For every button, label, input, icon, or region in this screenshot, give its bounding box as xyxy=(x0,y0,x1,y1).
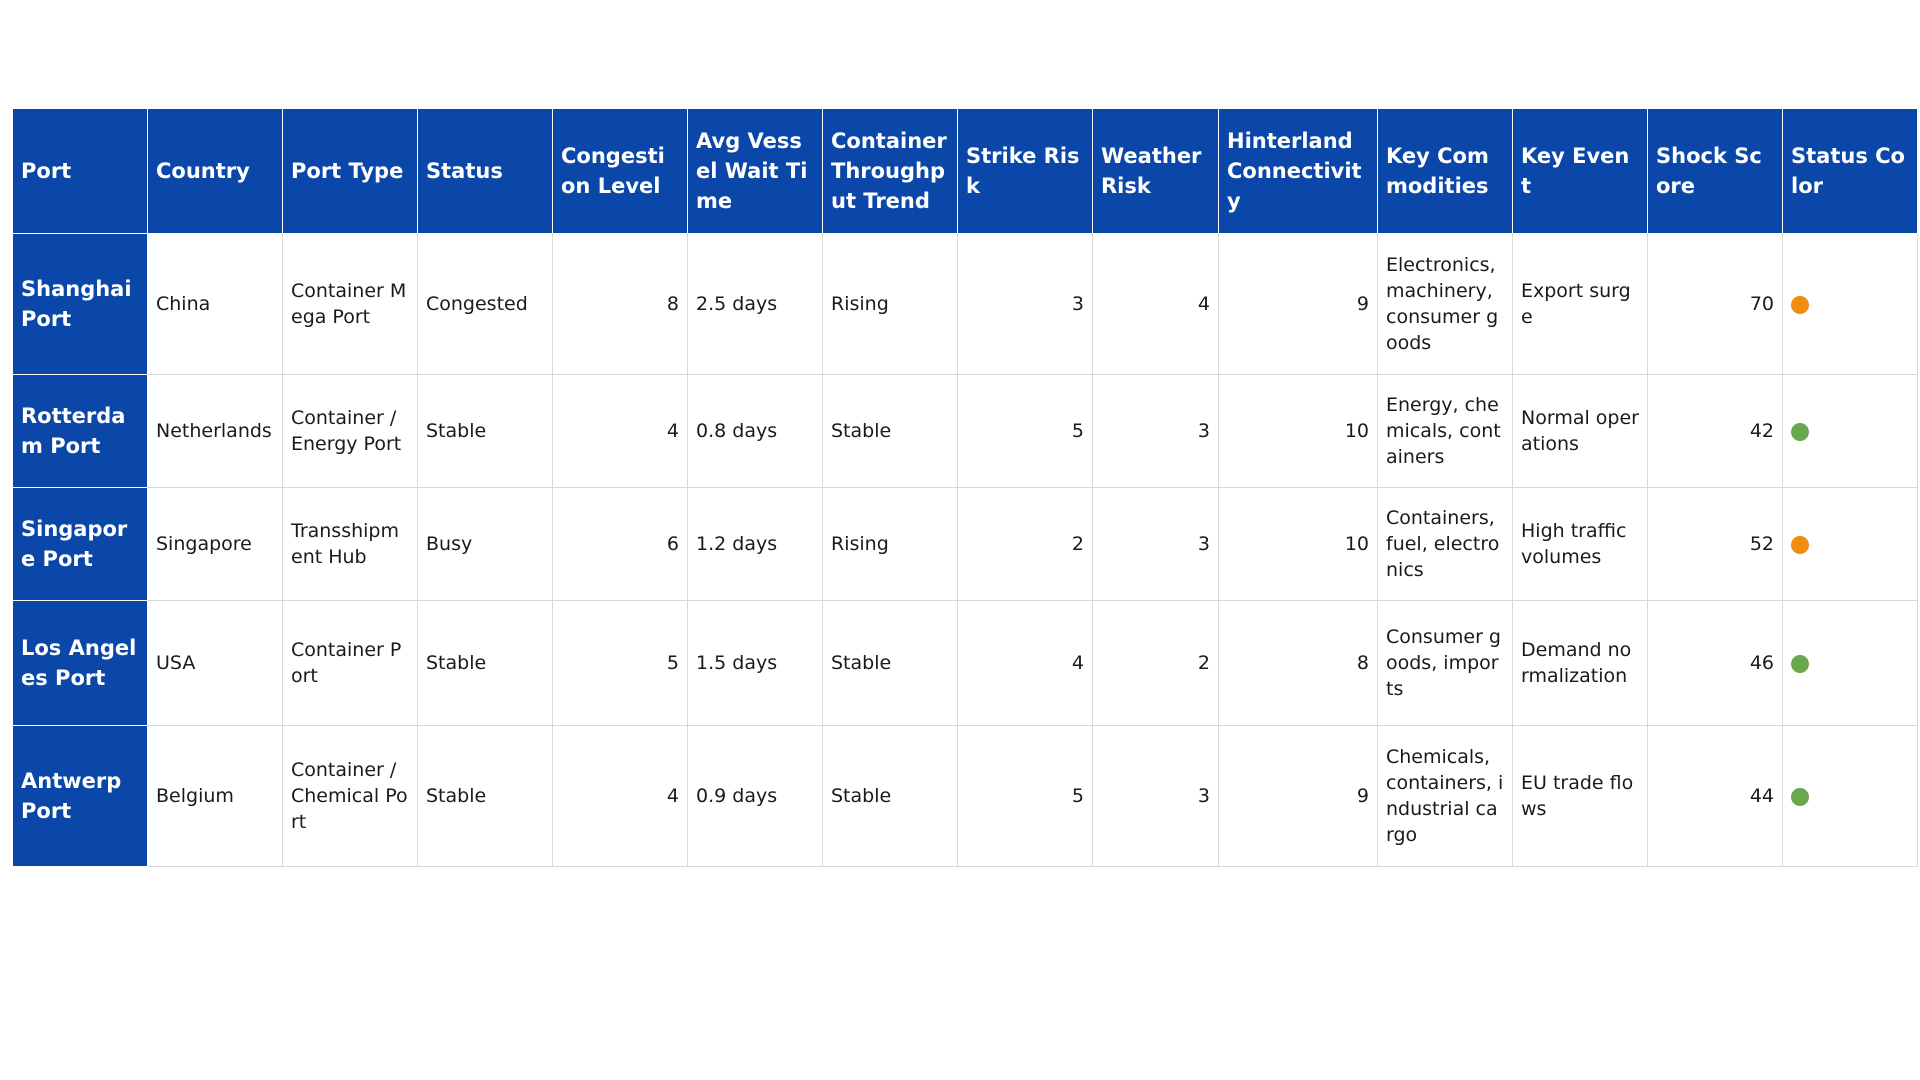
weather-risk-cell: 2 xyxy=(1093,601,1219,726)
header-status-color: Status Color xyxy=(1783,109,1918,234)
hinterland-cell: 8 xyxy=(1219,601,1378,726)
commodities-cell: Electronics, machinery, consumer goods xyxy=(1378,234,1513,375)
port-name-cell: Singapore Port xyxy=(13,488,148,601)
port-status-table xyxy=(12,108,1918,867)
commodities-cell: Containers, fuel, electronics xyxy=(1378,488,1513,601)
port-name-cell: Rotterdam Port xyxy=(13,375,148,488)
throughput-trend-cell: Stable xyxy=(823,601,958,726)
congestion-level-cell: 8 xyxy=(553,234,688,375)
header-hinterland-connectivity: Hinterland Connectivity xyxy=(1219,109,1378,234)
header-key-event: Key Event xyxy=(1513,109,1648,234)
table-row xyxy=(13,234,1918,375)
hinterland-cell: 9 xyxy=(1219,234,1378,375)
strike-risk-cell: 4 xyxy=(958,601,1093,726)
status-cell: Stable xyxy=(418,375,553,488)
country-cell: Netherlands xyxy=(148,375,283,488)
header-port: Port xyxy=(13,109,148,234)
avg-wait-cell: 0.8 days xyxy=(688,375,823,488)
header-status: Status xyxy=(418,109,553,234)
port-type-cell: Container / Chemical Port xyxy=(283,726,418,867)
key-event-cell: Export surge xyxy=(1513,234,1648,375)
table-row xyxy=(13,601,1918,726)
avg-wait-cell: 1.2 days xyxy=(688,488,823,601)
status-color-cell xyxy=(1783,726,1918,867)
header-avg-vessel-wait-time: Avg Vessel Wait Time xyxy=(688,109,823,234)
port-type-cell: Container Port xyxy=(283,601,418,726)
port-type-cell: Container / Energy Port xyxy=(283,375,418,488)
status-color-cell xyxy=(1783,601,1918,726)
throughput-trend-cell: Rising xyxy=(823,234,958,375)
status-dot-icon xyxy=(1791,536,1809,554)
key-event-cell: Demand normalization xyxy=(1513,601,1648,726)
hinterland-cell: 10 xyxy=(1219,488,1378,601)
congestion-level-cell: 4 xyxy=(553,726,688,867)
shock-score-cell: 46 xyxy=(1648,601,1783,726)
key-event-cell: Normal operations xyxy=(1513,375,1648,488)
shock-score-cell: 70 xyxy=(1648,234,1783,375)
header-congestion-level: Congestion Level xyxy=(553,109,688,234)
congestion-level-cell: 6 xyxy=(553,488,688,601)
port-name-cell: Shanghai Port xyxy=(13,234,148,375)
throughput-trend-cell: Rising xyxy=(823,488,958,601)
hinterland-cell: 10 xyxy=(1219,375,1378,488)
header-port-type: Port Type xyxy=(283,109,418,234)
status-color-cell xyxy=(1783,375,1918,488)
port-type-cell: Transshipment Hub xyxy=(283,488,418,601)
avg-wait-cell: 0.9 days xyxy=(688,726,823,867)
weather-risk-cell: 3 xyxy=(1093,488,1219,601)
port-name-cell: Los Angeles Port xyxy=(13,601,148,726)
status-cell: Congested xyxy=(418,234,553,375)
table-row xyxy=(13,726,1918,867)
port-name-cell: Antwerp Port xyxy=(13,726,148,867)
key-event-cell: High traffic volumes xyxy=(1513,488,1648,601)
strike-risk-cell: 5 xyxy=(958,375,1093,488)
congestion-level-cell: 4 xyxy=(553,375,688,488)
status-cell: Busy xyxy=(418,488,553,601)
status-cell: Stable xyxy=(418,726,553,867)
status-dot-icon xyxy=(1791,655,1809,673)
shock-score-cell: 42 xyxy=(1648,375,1783,488)
country-cell: USA xyxy=(148,601,283,726)
avg-wait-cell: 2.5 days xyxy=(688,234,823,375)
header-shock-score: Shock Score xyxy=(1648,109,1783,234)
shock-score-cell: 44 xyxy=(1648,726,1783,867)
commodities-cell: Chemicals, containers, industrial cargo xyxy=(1378,726,1513,867)
header-throughput-trend: Container Throughput Trend xyxy=(823,109,958,234)
header-country: Country xyxy=(148,109,283,234)
status-color-cell xyxy=(1783,488,1918,601)
header-weather-risk: Weather Risk xyxy=(1093,109,1219,234)
status-dot-icon xyxy=(1791,788,1809,806)
country-cell: China xyxy=(148,234,283,375)
weather-risk-cell: 4 xyxy=(1093,234,1219,375)
table-row xyxy=(13,488,1918,601)
shock-score-cell: 52 xyxy=(1648,488,1783,601)
avg-wait-cell: 1.5 days xyxy=(688,601,823,726)
header-strike-risk: Strike Risk xyxy=(958,109,1093,234)
congestion-level-cell: 5 xyxy=(553,601,688,726)
strike-risk-cell: 5 xyxy=(958,726,1093,867)
status-color-cell xyxy=(1783,234,1918,375)
table-header-row xyxy=(13,109,1918,234)
status-cell: Stable xyxy=(418,601,553,726)
weather-risk-cell: 3 xyxy=(1093,375,1219,488)
key-event-cell: EU trade flows xyxy=(1513,726,1648,867)
strike-risk-cell: 3 xyxy=(958,234,1093,375)
status-dot-icon xyxy=(1791,423,1809,441)
throughput-trend-cell: Stable xyxy=(823,726,958,867)
country-cell: Singapore xyxy=(148,488,283,601)
hinterland-cell: 9 xyxy=(1219,726,1378,867)
header-key-commodities: Key Commodities xyxy=(1378,109,1513,234)
commodities-cell: Energy, chemicals, containers xyxy=(1378,375,1513,488)
throughput-trend-cell: Stable xyxy=(823,375,958,488)
status-dot-icon xyxy=(1791,296,1809,314)
commodities-cell: Consumer goods, imports xyxy=(1378,601,1513,726)
strike-risk-cell: 2 xyxy=(958,488,1093,601)
table-row xyxy=(13,375,1918,488)
country-cell: Belgium xyxy=(148,726,283,867)
port-type-cell: Container Mega Port xyxy=(283,234,418,375)
weather-risk-cell: 3 xyxy=(1093,726,1219,867)
